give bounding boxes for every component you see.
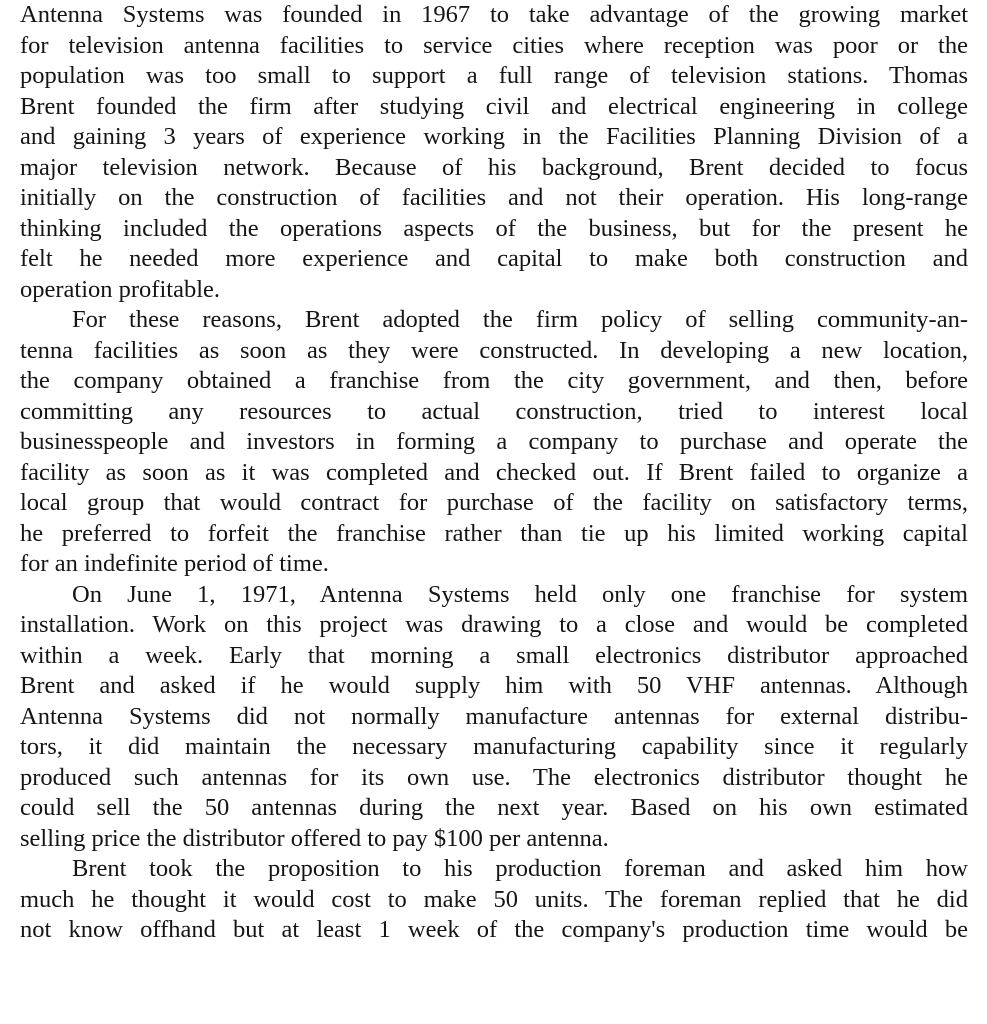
paragraph-4 — [20, 854, 968, 946]
text-line: Antenna Systems was founded in 1967 to take advantage of the growing market — [20, 1, 968, 28]
text-line: Brent founded the firm after studying civil and electrical engineering in college — [20, 92, 968, 120]
text-line: major television network. Because of his background, Brent decided to focus — [20, 153, 968, 181]
text-line: For these reasons, Brent adopted the firm policy of selling community-an- — [72, 306, 968, 333]
text-line: facility as soon as it was completed and checked out. If Brent failed to organize a — [20, 458, 968, 486]
text-line: within a week. Early that morning a small electronics distributor approached — [20, 641, 968, 669]
text-line: could sell the 50 antennas during the next year. Based on his own estimated — [20, 794, 968, 821]
text-line: population was too small to support a full range of television stations. Thomas — [20, 62, 968, 89]
text-line: produced such antennas for its own use. The electronics distributor thought he — [20, 763, 968, 791]
text-line: felt he needed more experience and capital to make both construction and — [20, 245, 968, 272]
text-line: much he thought it would cost to make 50 units. The foreman replied that he did — [20, 885, 968, 913]
text-line: the company obtained a franchise from the city government, and then, before — [20, 367, 968, 394]
text-line: local group that would contract for purchase of the facility on satisfactory terms, — [20, 489, 968, 516]
text-line: for television antenna facilities to service cities where reception was poor or the — [20, 31, 968, 59]
paragraph-2 — [20, 305, 968, 580]
text-line: not know offhand but at least 1 week of the company's production time would be — [20, 916, 968, 943]
text-line: installation. Work on this project was drawing to a close and would be completed — [20, 611, 968, 638]
text-line: thinking included the operations aspects of the business, but for the present he — [20, 214, 968, 242]
text-line: tors, it did maintain the necessary manufacturing capability since it regularly — [20, 733, 968, 760]
text-line: On June 1, 1971, Antenna Systems held only one franchise for system — [72, 580, 968, 608]
text-line: Brent took the proposition to his production foreman and asked him how — [72, 855, 968, 882]
paragraph-1 — [20, 0, 968, 305]
text-line: initially on the construction of facilities and not their operation. His long-range — [20, 184, 968, 211]
text-line: for an indefinite period of time. — [20, 550, 329, 577]
text-line: businesspeople and investors in forming a company to purchase and operate the — [20, 428, 968, 455]
text-line: committing any resources to actual construction, tried to interest local — [20, 397, 968, 425]
document-page — [20, 0, 968, 946]
text-line: tenna facilities as soon as they were constructed. In developing a new location, — [20, 336, 968, 364]
text-line: he preferred to forfeit the franchise rather than tie up his limited working capital — [20, 519, 968, 547]
text-line: selling price the distributor offered to pay $100 per antenna. — [20, 824, 609, 852]
text-line: and gaining 3 years of experience working in the Facilities Planning Division of a — [20, 123, 968, 150]
text-line: Brent and asked if he would supply him with 50 VHF antennas. Although — [20, 672, 968, 699]
text-line: Antenna Systems did not normally manufacture antennas for external distribu- — [20, 702, 968, 730]
paragraph-3 — [20, 580, 968, 855]
text-line: operation profitable. — [20, 275, 221, 303]
